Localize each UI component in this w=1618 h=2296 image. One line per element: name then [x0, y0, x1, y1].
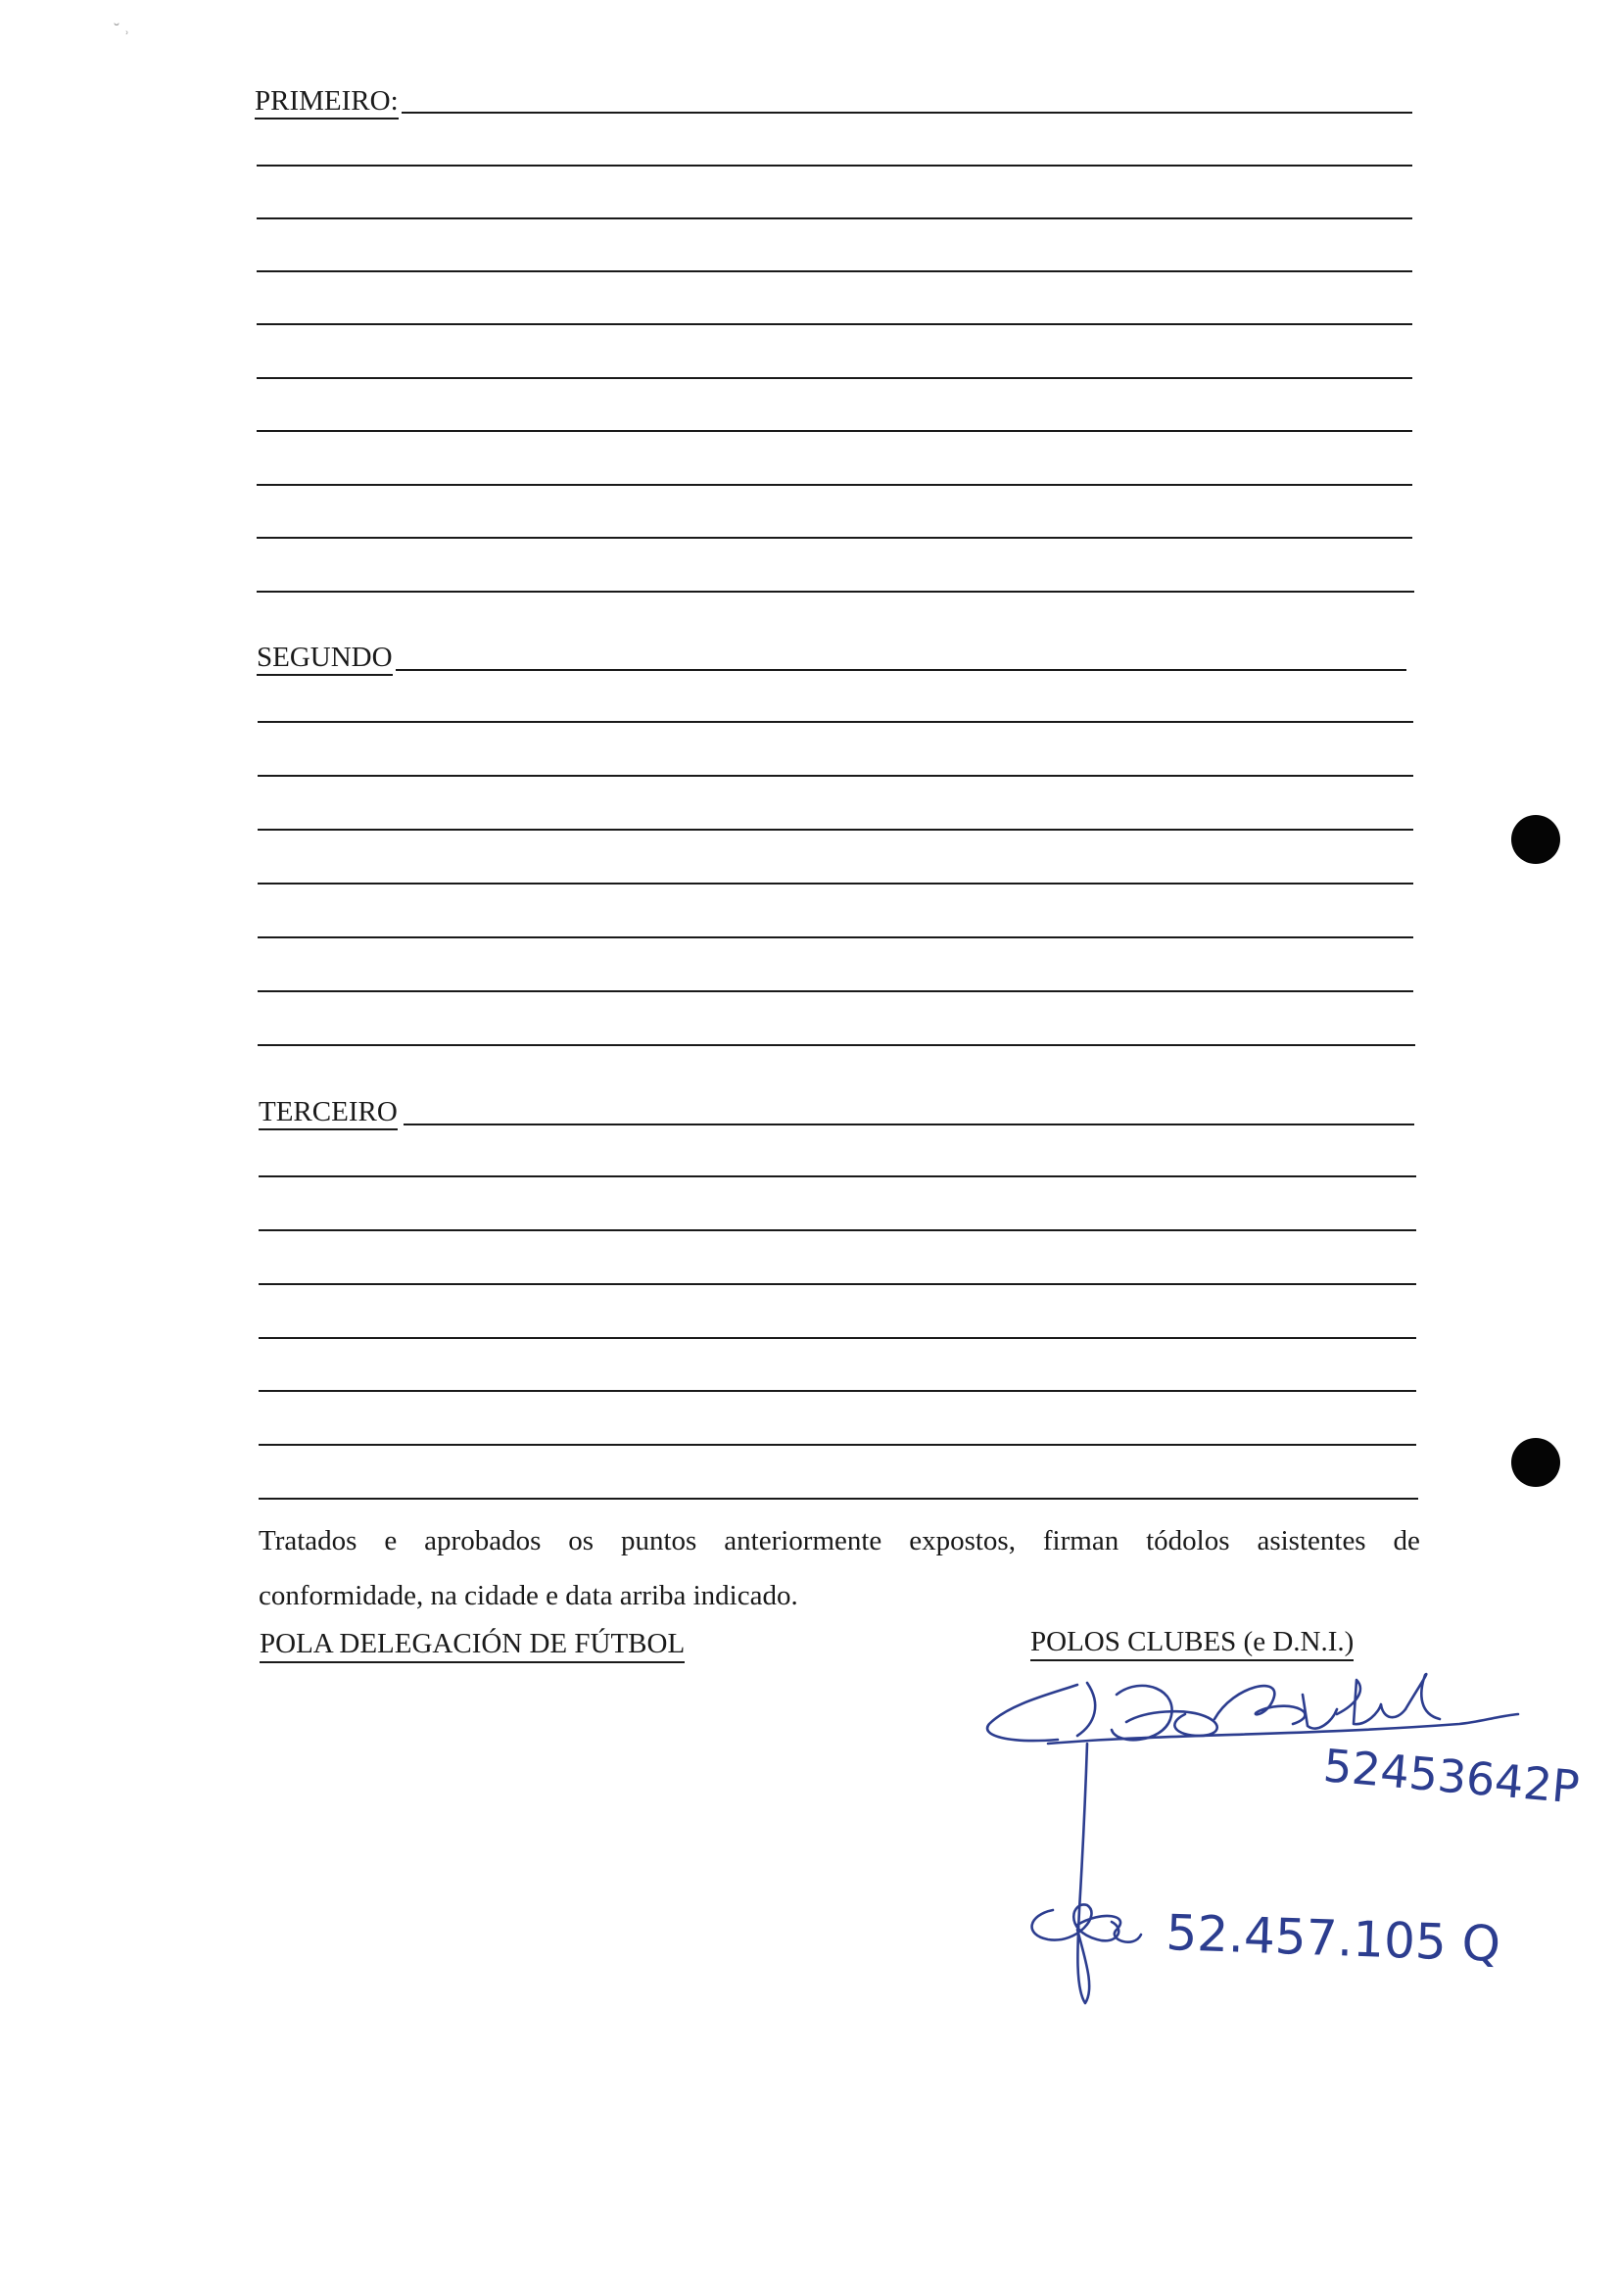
- signature-1-stroke: [1405, 1674, 1440, 1719]
- fill-line[interactable]: [257, 484, 1412, 486]
- fill-line[interactable]: [259, 1175, 1416, 1177]
- signature-1-stroke: [1337, 1680, 1405, 1724]
- punch-hole: [1511, 815, 1560, 864]
- signature-1-stroke: [1214, 1686, 1305, 1724]
- handwritten-signatures: [970, 1665, 1616, 2037]
- fill-line[interactable]: [257, 323, 1412, 325]
- signature-1-stroke: [1303, 1695, 1337, 1729]
- fill-line[interactable]: [257, 217, 1412, 219]
- signature-2-stroke: [1077, 1916, 1141, 1942]
- fill-line[interactable]: [258, 721, 1413, 723]
- fill-line[interactable]: [259, 1337, 1416, 1339]
- fill-line[interactable]: [259, 1498, 1418, 1500]
- closing-line-2: conformidade, na cidade e data arriba indicado.: [259, 1580, 798, 1611]
- fill-line[interactable]: [259, 1229, 1416, 1231]
- fill-line[interactable]: [258, 775, 1413, 777]
- fill-line-segundo-first[interactable]: [396, 669, 1406, 671]
- fill-line[interactable]: [257, 377, 1412, 379]
- fill-line[interactable]: [257, 591, 1414, 593]
- fill-line[interactable]: [257, 537, 1412, 539]
- signature-heading-clubs: POLOS CLUBES (e D.N.I.): [1030, 1628, 1354, 1656]
- section-label-segundo: SEGUNDO: [257, 644, 393, 672]
- fill-line[interactable]: [257, 270, 1412, 272]
- fill-line[interactable]: [258, 936, 1413, 938]
- fill-line[interactable]: [258, 883, 1413, 885]
- fill-line[interactable]: [259, 1390, 1416, 1392]
- fill-line[interactable]: [258, 990, 1413, 992]
- closing-paragraph: [259, 1513, 1420, 1623]
- dni-number-1: 52453642P: [1321, 1739, 1582, 1814]
- closing-line-1: Tratados e aprobados os puntos anteriormente expostos, firman tódolos asistentes de: [259, 1525, 1420, 1556]
- fill-line[interactable]: [259, 1444, 1416, 1446]
- section-label-terceiro: TERCEIRO: [259, 1098, 398, 1126]
- signature-1-underline: [1048, 1714, 1518, 1744]
- fill-line[interactable]: [257, 165, 1412, 167]
- dni-number-2: 52.457.105 Q: [1165, 1904, 1501, 1973]
- scan-speck: ˘ ˒: [114, 20, 130, 39]
- signature-2-stroke: [1032, 1904, 1119, 1940]
- punch-hole: [1511, 1438, 1560, 1487]
- signature-1-stroke: [1077, 1683, 1095, 1736]
- fill-line[interactable]: [257, 430, 1412, 432]
- fill-line[interactable]: [258, 1044, 1415, 1046]
- signature-2-stroke: [1077, 1744, 1089, 2003]
- signature-heading-delegation: POLA DELEGACIÓN DE FÚTBOL: [260, 1630, 685, 1658]
- signature-1-stroke: [987, 1685, 1077, 1741]
- fill-line-primeiro-first[interactable]: [402, 112, 1412, 114]
- fill-line[interactable]: [258, 829, 1413, 831]
- section-label-primeiro: PRIMEIRO:: [255, 87, 399, 116]
- fill-line[interactable]: [259, 1283, 1416, 1285]
- fill-line-terceiro-first[interactable]: [404, 1124, 1414, 1125]
